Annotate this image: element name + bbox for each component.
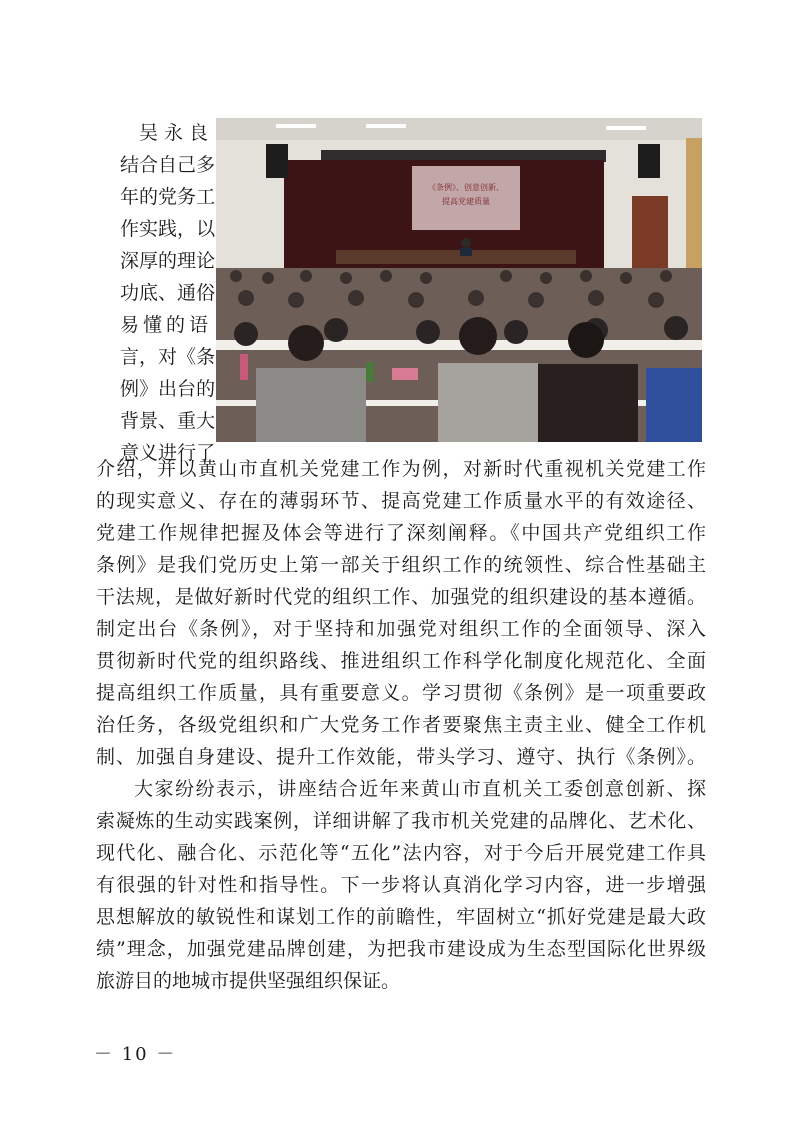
wrapped-line: 意 义 进 行 了: [120, 442, 216, 464]
text-line: 的现实意义、存在的薄弱环节、提高党建工作质量水平的有效途径、: [96, 490, 706, 512]
text-line: 条例》是我们党历史上第一部关于组织工作的统领性、综合性基础主: [96, 554, 706, 576]
text-line: 提高组织工作质量，具有重要意义。学习贯彻《条例》是一项重要政: [96, 682, 706, 704]
text-line: 制定出台《条例》，对于坚持和加强党对组织工作的全面领导、深入: [96, 618, 706, 640]
wrapped-line: 作 实 践 ， 以: [120, 218, 216, 240]
text-line: 现代化、融合化、示范化等“五化”法内容，对于今后开展党建工作具: [96, 842, 706, 864]
text-line: 有很强的针对性和指导性。下一步将认真消化学习内容，进一步增强: [96, 874, 706, 896]
wrapped-line: 年 的 党 务 工: [120, 186, 216, 208]
wrapped-text-column: [120, 117, 216, 469]
text-line: 介绍，并以黄山市直机关党建工作为例，对新时代重视机关党建工作: [96, 458, 706, 480]
text-line: 思想解放的敏锐性和谋划工作的前瞻性，牢固树立“抓好党建是最大政: [96, 906, 706, 928]
text-line: 干法规，是做好新时代党的组织工作、加强党的组织建设的基本遵循。: [96, 586, 706, 608]
text-line: 党建工作规律把握及体会等进行了深刻阐释。《中国共产党组织工作: [96, 522, 706, 544]
text-line: 绩”理念，加强党建品牌创建，为把我市建设成为生态型国际化世界级: [96, 938, 706, 960]
wrapped-line: 背 景 、 重 大: [120, 410, 216, 432]
wrapped-line: 吴 永 良: [139, 122, 208, 144]
text-line: 大家纷纷表示，讲座结合近年来黄山市直机关工委创意创新、探: [134, 778, 706, 800]
text-line: 索凝炼的生动实践案例，详细讲解了我市机关党建的品牌化、艺术化、: [96, 810, 706, 832]
text-line: 旅游目的地城市提供坚强组织保证。: [96, 970, 401, 992]
paragraph-2: [96, 773, 706, 997]
wrapped-line: 易 懂 的 语: [120, 314, 208, 336]
paragraph-1: [96, 453, 706, 773]
wrapped-line: 例 》 出 台 的: [120, 378, 216, 400]
screen-text-1: 《条例》、创意创新、: [428, 183, 504, 192]
wrapped-line: 功 底 、 通 俗: [120, 282, 216, 304]
body-text: [96, 453, 706, 997]
wrapped-line: 深 厚 的 理 论: [120, 250, 216, 272]
page-number: － 10 －: [94, 1044, 177, 1065]
screen-text-2: 提高党建质量: [442, 197, 490, 206]
text-line: 贯彻新时代党的组织路线、推进组织工作科学化制度化规范化、全面: [96, 650, 706, 672]
wrapped-line: 言 ， 对 《 条: [120, 346, 216, 368]
meeting-photo: [216, 118, 702, 442]
text-line: 制、加强自身建设、提升工作效能，带头学习、遵守、执行《条例》。: [96, 746, 706, 768]
wrapped-line: 结 合 自 己 多: [120, 154, 216, 176]
text-line: 治任务，各级党组织和广大党务工作者要聚焦主责主业、健全工作机: [96, 714, 706, 736]
